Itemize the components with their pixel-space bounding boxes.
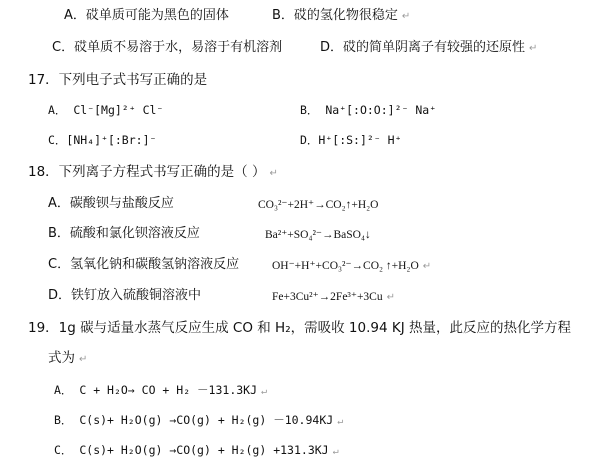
q17-option-a: A． Cl⁻[Mg]²⁺ Cl⁻ — [48, 103, 164, 117]
return-mark-icon: ↵ — [386, 292, 395, 303]
q18-option-b: B．硫酸和氯化钡溶液反应 — [48, 226, 200, 241]
q16-option-a: A．砹单质可能为黑色的固体 — [64, 8, 229, 23]
return-mark-icon: ↵ — [422, 261, 432, 272]
q18-equation-c: OH⁻+H⁺+CO₃²⁻→CO₂ ↑+H₂O ↵ — [272, 260, 432, 272]
return-mark-icon: ↵ — [337, 416, 344, 427]
q18-option-d: D．铁钉放入硫酸铜溶液中 — [48, 288, 202, 303]
q16-option-d: D．砹的简单阴离子有较强的还原性 ↵ — [320, 40, 538, 55]
return-mark-icon: ↵ — [79, 354, 88, 365]
q17-option-d: D．H⁺[:S:]²⁻ H⁺ — [300, 133, 402, 147]
q16-option-c: C．砹单质不易溶于水，易溶于有机溶剂 — [52, 40, 283, 55]
return-mark-icon: ↵ — [261, 386, 268, 397]
q18-option-c: C．氢氧化钠和碳酸氢钠溶液反应 — [48, 257, 240, 272]
q17-title: 17．下列电子式书写正确的是 — [28, 72, 208, 88]
q18-equation-d: Fe+3Cu²⁺→2Fe³⁺+3Cu ↵ — [272, 291, 395, 303]
q19-option-c: C． C(s)+ H₂O(g) →CO(g) + H₂(g) +131.3KJ ↵ — [54, 443, 339, 457]
return-mark-icon: ↵ — [269, 168, 278, 179]
q19-title: 19．1g 碳与适量水蒸气反应生成 CO 和 H₂，需吸收 10.94 KJ 热量，此反应的热化学方程 — [28, 320, 571, 336]
q17-option-c: C．[NH₄]⁺[:Br:]⁻ — [48, 133, 157, 147]
return-mark-icon: ↵ — [332, 446, 339, 457]
q18-equation-a: CO₃²⁻+2H⁺→CO₂↑+H₂O — [258, 199, 379, 211]
q17-option-b: B． Na⁺[:O:O:]²⁻ Na⁺ — [300, 103, 437, 117]
q18-equation-b: Ba²⁺+SO₄²⁻→BaSO₄↓ — [265, 229, 371, 241]
q18-title: 18．下列离子方程式书写正确的是（ ） ↵ — [28, 164, 278, 180]
q18-option-a: A．碳酸钡与盐酸反应 — [48, 196, 174, 211]
q19-option-a: A． C + H₂O→ CO + H₂ －131.3KJ ↵ — [54, 383, 268, 397]
return-mark-icon: ↵ — [401, 11, 411, 22]
return-mark-icon: ↵ — [529, 43, 538, 54]
q19-title-continued: 式为 ↵ — [48, 350, 88, 366]
q19-option-b: B． C(s)+ H₂O(g) →CO(g) + H₂(g) －10.94KJ ↵ — [54, 413, 344, 427]
q16-option-b: B．砹的氢化物很稳定 ↵ — [272, 8, 411, 23]
